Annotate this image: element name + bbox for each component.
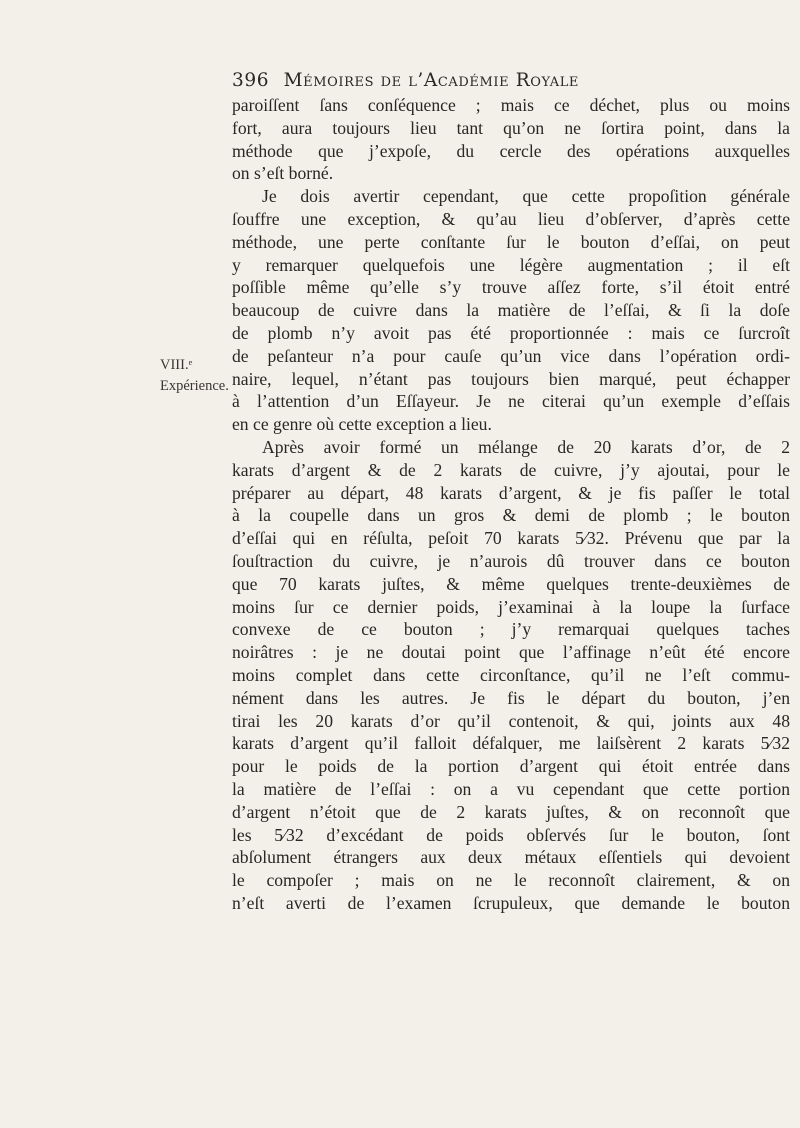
text-line: nément dans les autres. Je fis le départ du bouton, j’en: [232, 687, 790, 708]
running-header: [232, 70, 792, 91]
text-line: moins complet dans cette circonſtance, qu’il ne l’eſt commu-: [232, 664, 790, 685]
page-number: 396: [232, 70, 270, 91]
text-line: de plomb n’y avoit pas été proportionnée : mais ce ſurcroît: [232, 322, 790, 343]
text-line: ſouffre une exception, & qu’au lieu d’obſerver, d’après cette: [232, 208, 790, 229]
text-line: les 5⁄32 d’excédant de poids obſervés ſur le bouton, ſont: [232, 824, 790, 845]
text-line: d’argent n’étoit que de 2 karats juſtes, & on reconnoît que: [232, 801, 790, 822]
text-line: pour le poids de la portion d’argent qui étoit entrée dans: [232, 756, 790, 777]
text-line: beaucoup de cuivre dans la matière de l’eſſai, & ſi la doſe: [232, 300, 790, 321]
text-line: moins ſur ce dernier poids, j’examinai à la loupe la ſurface: [232, 596, 790, 617]
text-line: ſouſtraction du cuivre, je n’aurois dû trouver dans ce bouton: [232, 550, 790, 571]
text-line: en ce genre où cette exception a lieu.: [232, 414, 492, 435]
text-line: tirai les 20 karats d’or qu’il contenoit, & qui, joints aux 48: [232, 710, 790, 731]
text-line: méthode, une perte conſtante ſur le bouton d’eſſai, on peut: [232, 231, 790, 252]
text-line: la matière de l’eſſai : on a vu cependant que cette portion: [232, 778, 790, 799]
text-line: karats d’argent & de 2 karats de cuivre, j’y ajoutai, pour le: [232, 459, 790, 480]
text-line: Après avoir formé un mélange de 20 karats d’or, de 2: [262, 436, 790, 457]
text-line: le compoſer ; mais on ne le reconnoît clairement, & on: [232, 870, 790, 891]
text-line: à l’attention d’un Eſſayeur. Je ne citerai qu’un exemple d’eſſais: [232, 391, 790, 412]
text-line: convexe de ce bouton ; j’y remarquai quelques taches: [232, 619, 790, 640]
text-line: poſſible même qu’elle s’y trouve aſſez forte, s’il étoit entré: [232, 277, 790, 298]
text-line: noirâtres : je ne doutai point que l’affinage n’eût été encore: [232, 642, 790, 663]
header-title: Mémoires de l’Académie Royale: [283, 70, 580, 91]
margin-note-number: VIII.ᵉ: [160, 357, 193, 373]
text-line: naire, lequel, n’étant pas toujours bien marqué, peut échapper: [232, 368, 790, 389]
text-line: à la coupelle dans un gros & demi de plomb ; le bouton: [232, 505, 790, 526]
text-line: Je dois avertir cependant, que cette propoſition générale: [262, 186, 790, 207]
text-line: abſolument étrangers aux deux métaux eſſentiels qui devoient: [232, 847, 790, 868]
text-line: n’eſt averti de l’examen ſcrupuleux, que demande le bouton: [232, 892, 790, 913]
text-line: d’eſſai qui en réſulta, peſoit 70 karats 5⁄32. Prévenu que par la: [232, 528, 790, 549]
text-line: de peſanteur n’a pour cauſe qu’un vice dans l’opération ordi-: [232, 345, 790, 366]
text-line: karats d’argent qu’il falloit défalquer, me laiſsèrent 2 karats 5⁄32: [232, 733, 790, 754]
body-text: [232, 94, 790, 915]
text-line: fort, aura toujours lieu tant qu’on ne ſortira point, dans la: [232, 117, 790, 138]
text-line: y remarquer quelquefois une légère augmentation ; il eſt: [232, 254, 790, 275]
margin-note-label: Expérience.: [160, 378, 229, 394]
text-line: paroiſſent ſans conſéquence ; mais ce déchet, plus ou moins: [232, 95, 790, 115]
text-line: méthode que j’expoſe, du cercle des opérations auxquelles: [232, 140, 790, 161]
text-line: on s’eſt borné.: [232, 163, 334, 184]
text-line: préparer au départ, 48 karats d’argent, & je fis paſſer le total: [232, 482, 790, 503]
text-line: que 70 karats juſtes, & même quelques trente-deuxièmes de: [232, 573, 790, 594]
